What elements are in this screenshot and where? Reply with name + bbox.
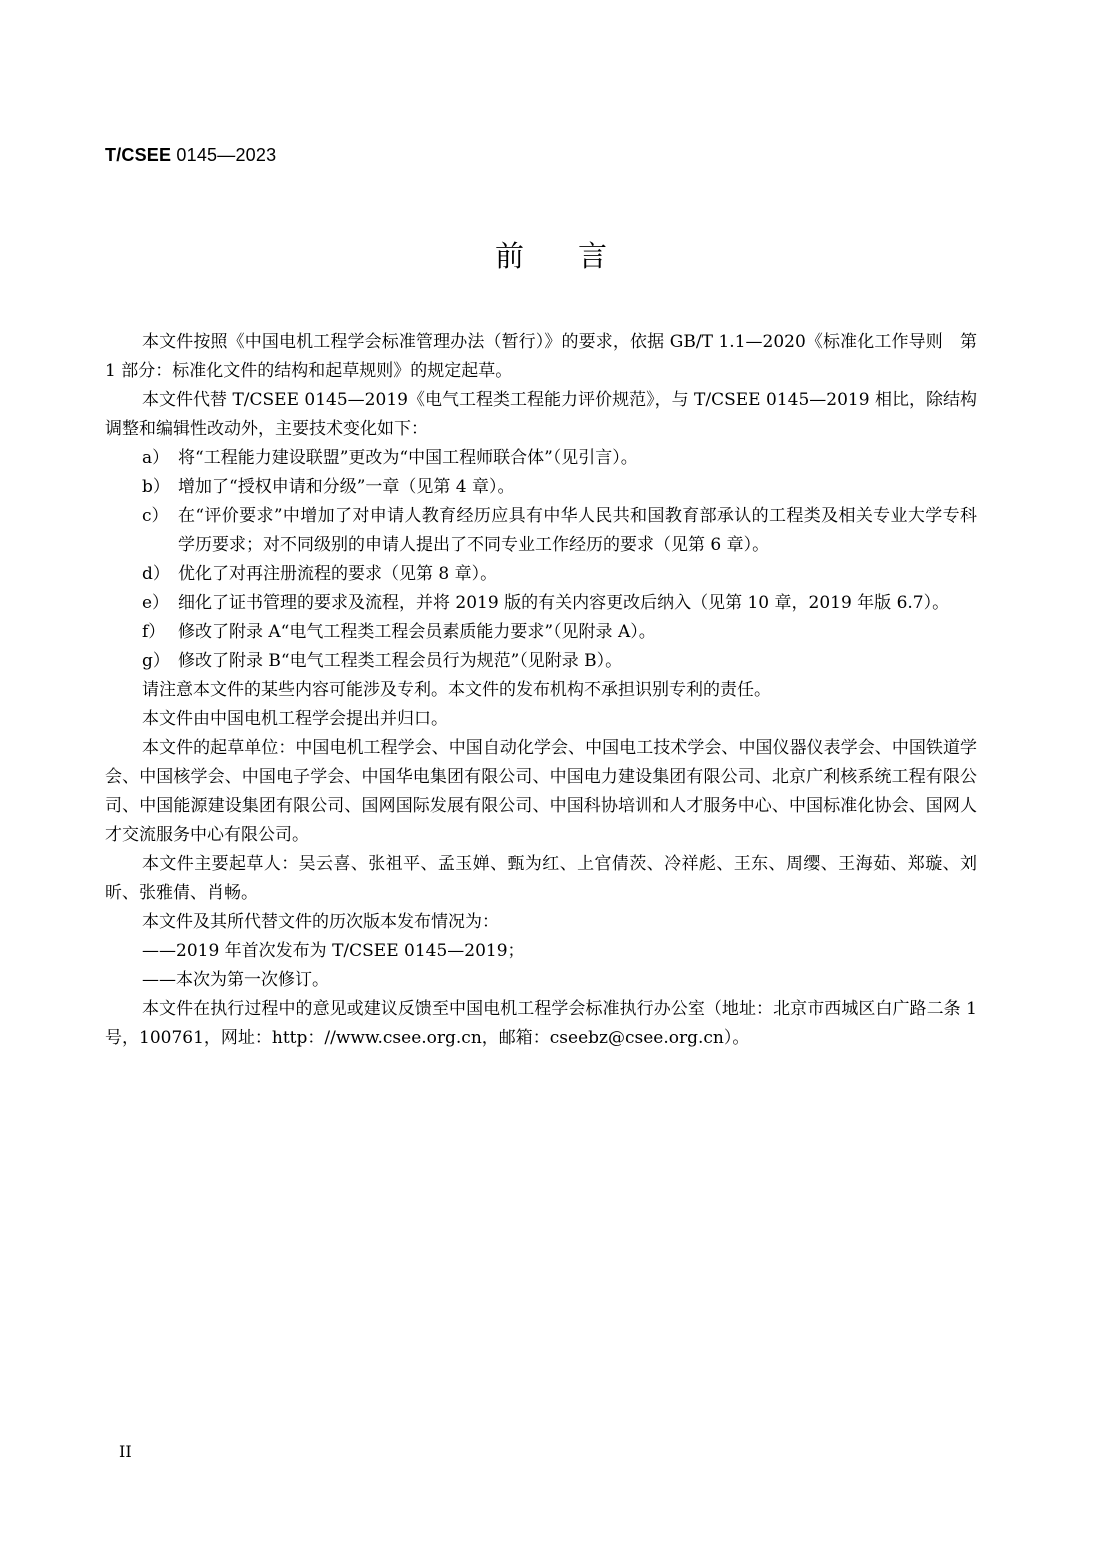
page-number: II (119, 1442, 132, 1461)
history-item-1: ——2019 年首次发布为 T/CSEE 0145—2019； (142, 941, 525, 961)
change-label: e） (142, 593, 170, 613)
foreword-body (105, 328, 977, 1053)
change-item-b (105, 473, 977, 502)
change-text: 细化了证书管理的要求及流程，并将 2019 版的有关内容更改后纳入（见第 10 章，2019 年版 6.7）。 (178, 593, 950, 613)
page-title: 前言 (494, 239, 661, 273)
standard-code-prefix: T/CSEE (105, 145, 172, 165)
change-label: c） (142, 506, 169, 526)
change-item-a (105, 444, 977, 473)
intro-paragraph-2: 本文件代替 T/CSEE 0145—2019《电气工程类工程能力评价规范》，与 T/CSEE 0145—2019 相比，除结构调整和编辑性改动外，主要技术变化如下： (105, 390, 977, 439)
patent-notice: 请注意本文件的某些内容可能涉及专利。本文件的发布机构不承担识别专利的责任。 (142, 680, 771, 700)
change-label: g） (142, 651, 170, 671)
change-label: d） (142, 564, 170, 584)
change-item-g (105, 647, 977, 676)
change-text: 将“工程能力建设联盟”更改为“中国工程师联合体”（见引言）。 (178, 448, 638, 468)
proposer-statement: 本文件由中国电机工程学会提出并归口。 (142, 709, 448, 729)
change-item-c (105, 502, 977, 560)
change-text: 增加了“授权申请和分级”一章（见第 4 章）。 (178, 477, 515, 497)
standard-code-number: 0145—2023 (176, 145, 277, 165)
change-text: 修改了附录 B“电气工程类工程会员行为规范”（见附录 B）。 (178, 651, 623, 671)
drafting-units: 本文件的起草单位：中国电机工程学会、中国自动化学会、中国电工技术学会、中国仪器仪表学会、中国铁道学会、中国核学会、中国电子学会、中国华电集团有限公司、中国电力建设集团有限公司、北京广利核系统工程有限公司、中国能源建设集团有限公司、国网国际发展有限公司、中国科协培训和人才服务中心、中国标准化协会、国网人才交流服务中心有限公司。 (105, 738, 977, 845)
main-drafters: 本文件主要起草人：吴云喜、张祖平、孟玉婵、甄为红、上官倩茨、冷祥彪、王东、周缨、王海茹、郑璇、刘昕、张雅倩、肖畅。 (105, 854, 977, 903)
change-text: 修改了附录 A“电气工程类工程会员素质能力要求”（见附录 A）。 (178, 622, 656, 642)
history-intro: 本文件及其所代替文件的历次版本发布情况为： (142, 912, 499, 932)
change-text: 在“评价要求”中增加了对申请人教育经历应具有中华人民共和国教育部承认的工程类及相关专业大学专科学历要求；对不同级别的申请人提出了不同专业工作经历的要求（见第 6 章）。 (178, 506, 977, 555)
change-label: a） (142, 448, 170, 468)
change-text: 优化了对再注册流程的要求（见第 8 章）。 (178, 564, 498, 584)
intro-paragraph-1: 本文件按照《中国电机工程学会标准管理办法（暂行）》的要求，依据 GB/T 1.1—2020《标准化工作导则 第 1 部分：标准化文件的结构和起草规则》的规定起草。 (105, 332, 977, 381)
change-label: b） (142, 477, 170, 497)
change-item-d (105, 560, 977, 589)
history-item-2: ——本次为第一次修订。 (142, 970, 329, 990)
feedback-paragraph: 本文件在执行过程中的意见或建议反馈至中国电机工程学会标准执行办公室（地址：北京市西城区白广路二条 1 号，100761，网址：http：//www.csee.org.cn，邮箱：cseebz@csee.org.cn）。 (105, 999, 977, 1048)
standard-code (105, 143, 276, 167)
change-item-f (105, 618, 977, 647)
change-label: f） (142, 622, 166, 642)
change-item-e (105, 589, 977, 618)
